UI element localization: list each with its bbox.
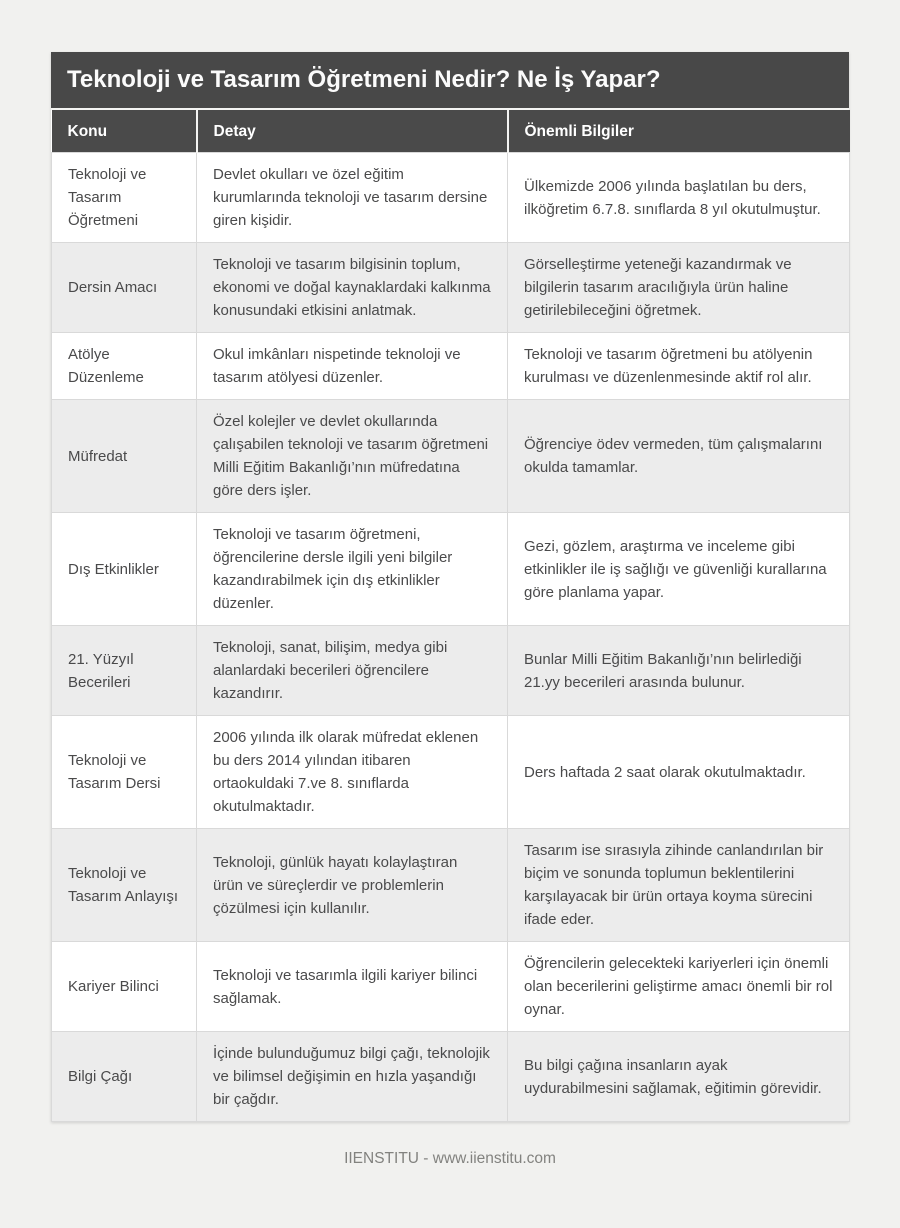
column-header-konu: Konu [52,110,197,153]
table-header [52,110,850,153]
cell-onemli-bilgiler: Bunlar Milli Eğitim Bakanlığı’nın belirlediği 21.yy becerileri arasında bulunur. [508,626,850,716]
cell-onemli-bilgiler: Ülkemizde 2006 yılında başlatılan bu ders, ilköğretim 6.7.8. sınıflarda 8 yıl okutulmuştur. [508,153,850,243]
column-header-onemli-bilgiler: Önemli Bilgiler [508,110,850,153]
cell-konu: Atölye Düzenleme [52,333,197,400]
cell-detay: Teknoloji, sanat, bilişim, medya gibi alanlardaki becerileri öğrencilere kazandırır. [197,626,508,716]
article-table-card [51,52,849,1122]
column-header-detay: Detay [197,110,508,153]
table-row [52,400,850,513]
cell-detay: Okul imkânları nispetinde teknoloji ve tasarım atölyesi düzenler. [197,333,508,400]
table-body [52,153,850,1122]
cell-konu: Teknoloji ve Tasarım Öğretmeni [52,153,197,243]
table-row [52,829,850,942]
cell-konu: Müfredat [52,400,197,513]
cell-detay: Teknoloji ve tasarım bilgisinin toplum, ekonomi ve doğal kaynaklardaki kalkınma konusundaki etkisini anlatmak. [197,243,508,333]
cell-onemli-bilgiler: Tasarım ise sırasıyla zihinde canlandırılan bir biçim ve sonunda toplumun beklentilerini karşılayacak bir ürün ortaya koyma sürecini ifade eder. [508,829,850,942]
cell-detay: Devlet okulları ve özel eğitim kurumlarında teknoloji ve tasarım dersine giren kişidir. [197,153,508,243]
table-row [52,716,850,829]
cell-onemli-bilgiler: Bu bilgi çağına insanların ayak uydurabilmesini sağlamak, eğitimin görevidir. [508,1032,850,1122]
cell-konu: Dış Etkinlikler [52,513,197,626]
cell-onemli-bilgiler: Gezi, gözlem, araştırma ve inceleme gibi etkinlikler ile iş sağlığı ve güvenliği kurallarına göre planlama yapar. [508,513,850,626]
cell-onemli-bilgiler: Görselleştirme yeteneği kazandırmak ve bilgilerin tasarım aracılığıyla ürün haline getirilebileceğini öğretmek. [508,243,850,333]
cell-onemli-bilgiler: Öğrencilerin gelecekteki kariyerleri için önemli olan becerilerini geliştirme amacı önemli bir rol oynar. [508,942,850,1032]
cell-onemli-bilgiler: Ders haftada 2 saat olarak okutulmaktadır. [508,716,850,829]
cell-konu: Kariyer Bilinci [52,942,197,1032]
cell-onemli-bilgiler: Öğrenciye ödev vermeden, tüm çalışmalarını okulda tamamlar. [508,400,850,513]
cell-onemli-bilgiler: Teknoloji ve tasarım öğretmeni bu atölyenin kurulması ve düzenlenmesinde aktif rol alır. [508,333,850,400]
cell-konu: Teknoloji ve Tasarım Dersi [52,716,197,829]
cell-detay: İçinde bulunduğumuz bilgi çağı, teknolojik ve bilimsel değişimin en hızla yaşandığı bir çağdır. [197,1032,508,1122]
cell-konu: 21. Yüzyıl Becerileri [52,626,197,716]
table-row [52,1032,850,1122]
cell-detay: Özel kolejler ve devlet okullarında çalışabilen teknoloji ve tasarım öğretmeni Milli Eğitim Bakanlığı’nın müfredatına göre ders işler. [197,400,508,513]
page-title: Teknoloji ve Tasarım Öğretmeni Nedir? Ne İş Yapar? [51,52,849,110]
cell-konu: Bilgi Çağı [52,1032,197,1122]
cell-detay: 2006 yılında ilk olarak müfredat eklenen bu ders 2014 yılından itibaren ortaokuldaki 7.ve 8. sınıflarda okutulmaktadır. [197,716,508,829]
table-row [52,243,850,333]
info-table [51,110,850,1122]
table-row [52,626,850,716]
header-row [52,110,850,153]
cell-detay: Teknoloji ve tasarımla ilgili kariyer bilinci sağlamak. [197,942,508,1032]
cell-konu: Teknoloji ve Tasarım Anlayışı [52,829,197,942]
table-row [52,513,850,626]
table-row [52,942,850,1032]
cell-detay: Teknoloji, günlük hayatı kolaylaştıran ürün ve süreçlerdir ve problemlerin çözülmesi için kullanılır. [197,829,508,942]
table-row [52,333,850,400]
table-row [52,153,850,243]
cell-detay: Teknoloji ve tasarım öğretmeni, öğrencilerine dersle ilgili yeni bilgiler kazandırabilmek için dış etkinlikler düzenler. [197,513,508,626]
cell-konu: Dersin Amacı [52,243,197,333]
footer-credit: IIENSTITU - www.iienstitu.com [344,1150,556,1167]
